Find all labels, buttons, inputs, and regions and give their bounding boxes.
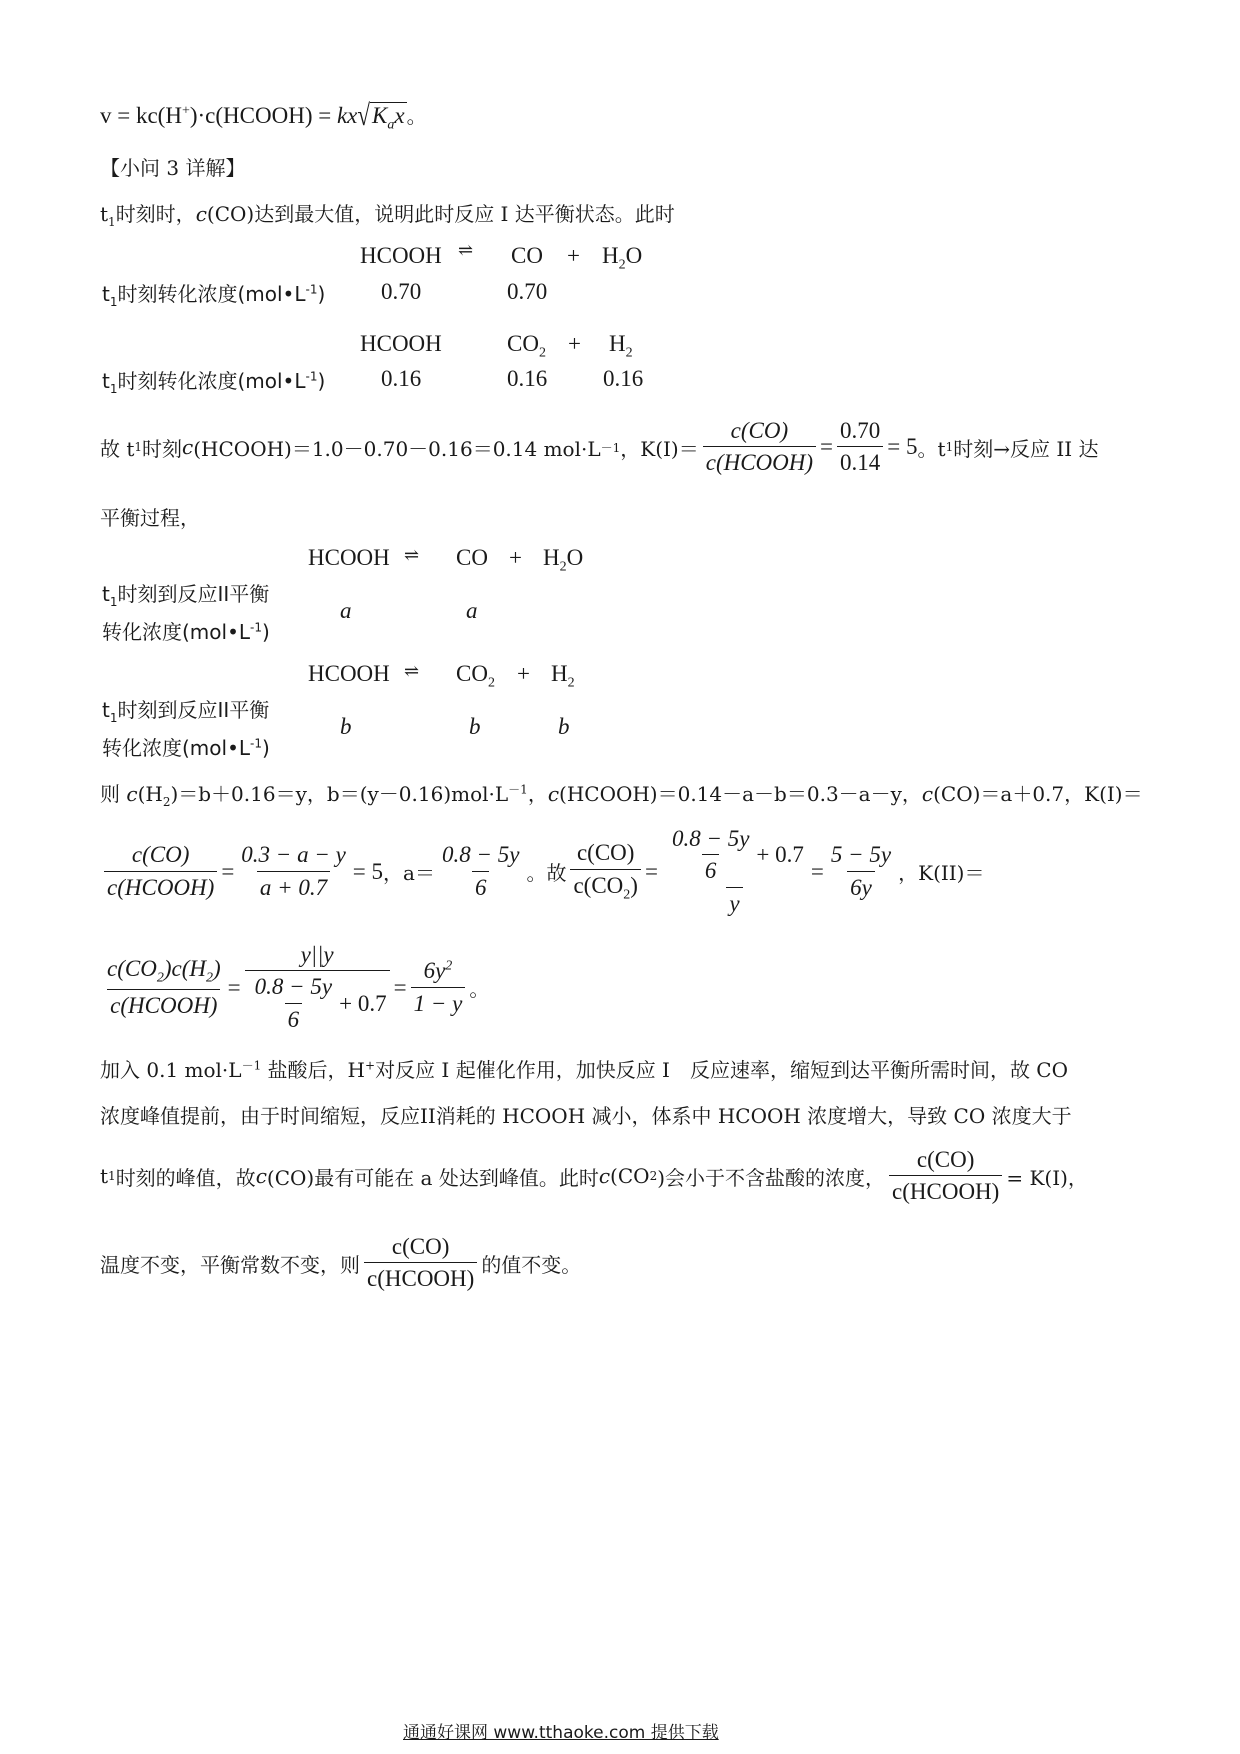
species-h2: $H_2$ <box>551 661 575 691</box>
paragraph-6-line-2: 浓度峰值提前，由于时间缩短，反应II消耗的 HCOOH 减小，体系中 HCOOH 浓度增大，导致 CO 浓度大于 <box>100 1104 1072 1128</box>
equilibrium-arrow: ⇌ <box>458 240 474 260</box>
plus-sign: + <box>509 545 522 570</box>
paragraph-6-line-3: t 1 时刻的峰值，故 c (CO)最有可能在 a 处达到峰值。此时 c (CO 2 )会小于不含盐酸的浓度， $\frac{c(CO)}{\text{c(HCOOH)}}$ = K(I)， <box>100 1147 1088 1205</box>
value-cell: a <box>466 598 478 623</box>
value-cell: 0.70 <box>507 279 548 304</box>
species-co: CO <box>511 243 543 268</box>
value-cell: b <box>340 714 352 739</box>
species-hcooh: HCOOH <box>308 661 390 686</box>
row-label: $t_1$时刻到反应II平衡 <box>102 698 270 725</box>
rate-equation: v = kc(H+)·c(HCOOH) = $kx√K_ax$ 。 <box>100 99 427 133</box>
fraction-values: $\frac{0.70}{0.14}$ <box>837 418 883 477</box>
paragraph-5: $\frac{c(CO_2)c(H_2)}{\text{c(HCOOH)}}$ = y||y $\frac{0.8 - 5y}{6}$ + 0.7 = $\frac{6y^2}{1 - y}$ 。 <box>100 942 489 1033</box>
value-cell: 0.16 <box>507 366 548 391</box>
row-label: 转化浓度$(mol•L^{-1})$ <box>102 736 270 760</box>
footer-watermark: 通通好课网 www.tthaoke.com 提供下载 <box>403 1723 719 1743</box>
value-cell: b <box>558 714 570 739</box>
plus-sign: + <box>567 243 580 268</box>
value-cell: b <box>469 714 481 739</box>
fraction-compound: $\frac{0.8 - 5y}{6}$ + 0.7 y <box>671 826 804 916</box>
plus-sign: + <box>517 661 530 686</box>
row-label: 转化浓度$(mol•L^{-1})$ <box>102 620 270 644</box>
row-label: $t_1$时刻到反应II平衡 <box>102 582 270 609</box>
paragraph-6-line-4: 温度不变，平衡常数不变，则 $\frac{c(CO)}{\text{c(HCOOH)}}$ 的值不变。 <box>100 1234 582 1292</box>
value-cell: 0.16 <box>603 366 644 391</box>
fraction-expression: $\frac{0.3 - a - y}{a + 0.7}$ <box>241 842 346 900</box>
value-cell: 0.16 <box>381 366 422 391</box>
species-co: CO <box>456 545 488 570</box>
section-heading: 【小问 3 详解】 <box>100 156 246 180</box>
value-cell: 0.70 <box>381 279 422 304</box>
species-co2: $CO_2$ <box>507 331 546 361</box>
fraction-result: $\frac{5 - 5y}{6y}$ <box>830 842 892 900</box>
value-cell: a <box>340 598 352 623</box>
paragraph-1: $t_1$时刻时，c(CO)达到最大值，说明此时反应 I 达平衡状态。此时 <box>100 202 675 229</box>
paragraph-2: 故 t 1 时刻 c (HCOOH)＝1.0－0.70－0.16＝0.14 mol·L －1 ，K(I)＝ $\frac{c(CO)}{\text{c(HCOOH)}}$ = $\frac{0.70}{0.14}$ = 5 。t 1 时刻→反应 II 达 <box>100 418 1099 476</box>
plus-sign: + <box>568 331 581 356</box>
fraction-k2: $\frac{c(CO_2)c(H_2)}{\text{c(HCOOH)}}$ <box>107 956 221 1018</box>
fraction-co-hcooh: $\frac{c(CO)}{\text{c(HCOOH)}}$ <box>889 1147 1002 1206</box>
fraction-co-co2: $\frac{c(CO)}{c(CO_2)}$ <box>570 840 641 903</box>
species-hcooh: HCOOH <box>360 331 442 356</box>
paragraph-4: $\frac{c(CO)}{\text{c(HCOOH)}}$ = $\frac{0.3 - a - y}{a + 0.7}$ = 5 ，a＝ $\frac{0.8 - 5y}{6}$ 。故 $\frac{c(CO)}{c(CO_2)}$ = $\frac{0.8 - 5y}{6}$ + 0.7 y = $\frac{5 - 5y}{6y}$ ，K(II)＝ <box>100 826 984 917</box>
row-label: $t_1$时刻转化浓度$(mol•L^{-1})$ <box>102 282 326 309</box>
fraction-a: $\frac{0.8 - 5y}{6}$ <box>441 842 520 900</box>
species-h2: $H_2$ <box>609 331 633 361</box>
equilibrium-arrow: ⇌ <box>404 661 420 681</box>
species-h2o: $H_2O$ <box>543 545 584 575</box>
fraction-compound: y||y $\frac{0.8 - 5y}{6}$ + 0.7 <box>245 942 390 1033</box>
fraction-result: $\frac{6y^2}{1 - y}$ <box>411 958 466 1017</box>
fraction-k1: $\frac{c(CO)}{\text{c(HCOOH)}}$ <box>104 842 217 901</box>
species-co2: $CO_2$ <box>456 661 495 691</box>
species-hcooh: HCOOH <box>308 545 390 570</box>
fraction-k1: $\frac{c(CO)}{\text{c(HCOOH)}}$ <box>703 418 816 477</box>
species-hcooh: HCOOH <box>360 243 442 268</box>
row-label: $t_1$时刻转化浓度$(mol•L^{-1})$ <box>102 369 326 396</box>
paragraph-3: 则 $c(H_2)=b+0.16=y$，$b=(y-0.16)mol\cdot L^{-1}$，c(HCOOH)＝0.14－a－b＝0.3－a－y，c(CO)＝a＋0.7，K(I)＝ <box>100 782 1143 809</box>
equilibrium-arrow: ⇌ <box>404 545 420 565</box>
paragraph-2-continued: 平衡过程， <box>100 506 200 530</box>
species-h2o: $H_2O$ <box>602 243 643 273</box>
paragraph-6-line-1: 加入 0.1 $mol\cdot L^{-1}$ 盐酸后，H+对反应 I 起催化作用，加快反应 I 反应速率，缩短到达平衡所需时间，故 CO <box>100 1058 1069 1082</box>
fraction-co-hcooh: $\frac{c(CO)}{\text{c(HCOOH)}}$ <box>364 1234 477 1293</box>
